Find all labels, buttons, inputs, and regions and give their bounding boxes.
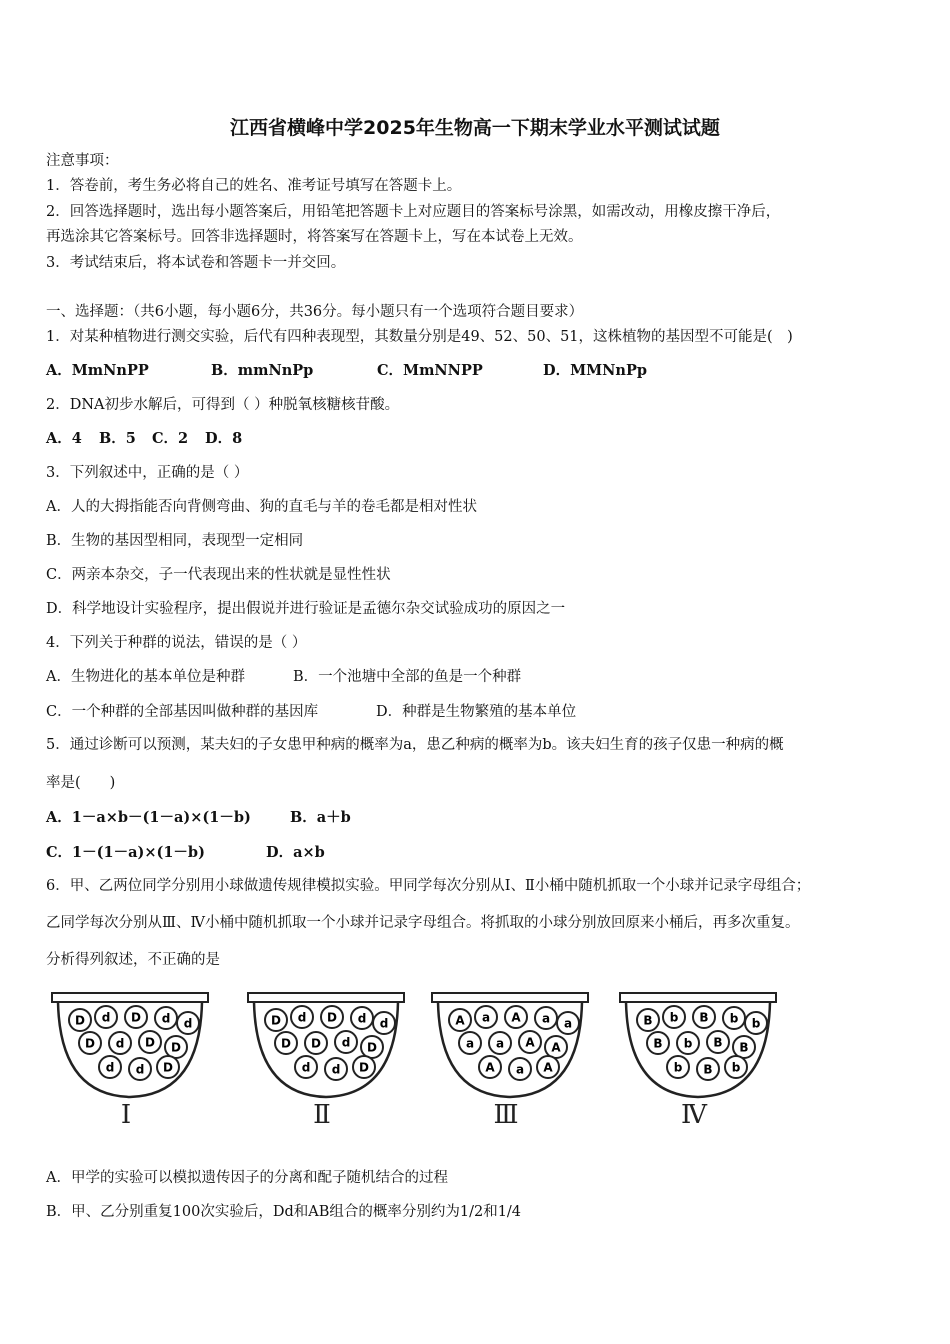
question-4-stem: 4．下列关于种群的说法，错误的是（ ）: [46, 635, 307, 651]
ball: [95, 1006, 117, 1028]
bucket-label: Ⅰ: [120, 1100, 132, 1130]
ball: [305, 1032, 327, 1054]
bucket-label: Ⅳ: [681, 1100, 707, 1130]
bucket-2: [244, 985, 414, 1134]
option-d: D．a×b: [266, 844, 325, 861]
ball-label: d: [357, 1011, 367, 1026]
ball-label: B: [713, 1035, 723, 1050]
ball-label: b: [673, 1060, 683, 1075]
option-c: C．1－(1－a)×(1－b): [46, 844, 205, 861]
question-2-options: [46, 429, 242, 449]
option-a: A．生物进化的基本单位是种群: [46, 669, 245, 685]
ball: [373, 1012, 395, 1034]
ball-label: A: [455, 1013, 465, 1028]
ball: [707, 1031, 729, 1053]
bucket-rim: [52, 993, 208, 1002]
ball-label: d: [379, 1016, 389, 1031]
question-6-stem-cont: 乙同学每次分别从Ⅲ、Ⅳ小桶中随机抓取一个小球并记录字母组合。将抓取的小球分别放回原来小桶后，再多次重复。: [46, 915, 800, 931]
ball: [537, 1056, 559, 1078]
bucket-figure: [48, 985, 788, 1130]
ball-label: D: [75, 1013, 85, 1028]
question-4-options-ab: [46, 667, 521, 687]
ball-label: a: [541, 1011, 551, 1026]
ball: [351, 1007, 373, 1029]
ball-label: B: [653, 1036, 663, 1051]
question-5-stem: 5．通过诊断可以预测，某夫妇的子女患甲种病的概率为a，患乙种病的概率为b。该夫妇生育的孩子仅患一种病的概: [46, 737, 784, 753]
question-6-stem: 6．甲、乙两位同学分别用小球做遗传规律模拟实验。甲同学每次分别从Ⅰ、Ⅱ小桶中随机抓取一个小球并记录字母组合；: [46, 878, 811, 894]
ball-label: D: [281, 1036, 291, 1051]
ball-label: D: [327, 1010, 337, 1025]
ball: [557, 1012, 579, 1034]
ball-label: A: [511, 1010, 521, 1025]
ball: [725, 1056, 747, 1078]
ball: [667, 1056, 689, 1078]
question-3-stem: 3．下列叙述中，正确的是（ ）: [46, 465, 249, 481]
option-b: B．5: [99, 430, 136, 447]
option-b: B．a＋b: [290, 809, 351, 826]
ball-label: B: [703, 1062, 713, 1077]
ball: [265, 1009, 287, 1031]
ball: [291, 1006, 313, 1028]
bucket-1: [48, 985, 218, 1134]
ball-label: d: [161, 1011, 171, 1026]
ball-label: D: [163, 1060, 173, 1075]
option-b: B．一个池塘中全部的鱼是一个种群: [293, 669, 522, 685]
notice-item: 3．考试结束后，将本试卷和答题卡一并交回。: [46, 255, 346, 271]
bucket-3: [428, 985, 598, 1134]
ball-label: A: [551, 1040, 561, 1055]
option-a: A．4: [46, 430, 82, 447]
question-1-options: [46, 361, 647, 381]
ball-label: B: [739, 1040, 749, 1055]
ball-label: b: [751, 1016, 761, 1031]
ball: [99, 1056, 121, 1078]
ball: [157, 1056, 179, 1078]
option-a: A．甲学的实验可以模拟遗传因子的分离和配子随机结合的过程: [46, 1170, 448, 1186]
section-heading: 一、选择题：（共6小题，每小题6分，共36分。每小题只有一个选项符合题目要求）: [46, 304, 584, 320]
ball: [545, 1036, 567, 1058]
ball-label: B: [643, 1013, 653, 1028]
ball: [155, 1007, 177, 1029]
question-5-options-ab: [46, 808, 351, 828]
ball: [459, 1032, 481, 1054]
ball-label: d: [101, 1010, 111, 1025]
ball: [325, 1058, 347, 1080]
ball: [177, 1012, 199, 1034]
ball-label: d: [331, 1062, 341, 1077]
ball: [79, 1032, 101, 1054]
option-d: D．8: [205, 430, 243, 447]
ball-label: A: [543, 1060, 553, 1075]
ball-label: D: [85, 1036, 95, 1051]
ball-label: a: [465, 1036, 475, 1051]
question-6-stem-cont: 分析得列叙述，不正确的是: [46, 952, 220, 968]
ball-label: D: [359, 1060, 369, 1075]
ball-label: d: [183, 1016, 193, 1031]
option-c: C．MmNNPP: [377, 362, 483, 379]
ball: [361, 1036, 383, 1058]
ball-label: a: [495, 1036, 505, 1051]
ball-label: D: [145, 1035, 155, 1050]
option-b: B．mmNnPp: [211, 362, 314, 379]
ball: [139, 1031, 161, 1053]
ball: [745, 1012, 767, 1034]
option-c: C．两亲本杂交，子一代表现出来的性状就是显性性状: [46, 567, 391, 583]
option-a: A．MmNnPP: [46, 362, 149, 379]
ball: [321, 1006, 343, 1028]
ball-label: d: [135, 1062, 145, 1077]
ball-label: d: [115, 1036, 125, 1051]
ball: [535, 1007, 557, 1029]
ball-label: b: [683, 1036, 693, 1051]
bucket-label: Ⅱ: [313, 1100, 331, 1130]
ball: [295, 1056, 317, 1078]
ball-label: D: [271, 1013, 281, 1028]
ball-label: D: [311, 1036, 321, 1051]
ball: [489, 1032, 511, 1054]
ball-label: d: [297, 1010, 307, 1025]
ball: [677, 1032, 699, 1054]
bucket-label: Ⅲ: [493, 1100, 519, 1130]
ball: [165, 1036, 187, 1058]
bucket-rim: [248, 993, 404, 1002]
option-b: B．生物的基因型相同，表现型一定相同: [46, 533, 304, 549]
ball: [519, 1031, 541, 1053]
ball-label: D: [131, 1010, 141, 1025]
notice-heading: 注意事项：: [46, 153, 119, 169]
ball-label: A: [525, 1035, 535, 1050]
page-title: 江西省横峰中学2025年生物高一下期末学业水平测试试题: [230, 117, 720, 139]
question-1-stem: 1．对某种植物进行测交实验，后代有四种表现型，其数量分别是49、52、50、51，这株植物的基因型不可能是( ): [46, 329, 793, 345]
ball: [449, 1009, 471, 1031]
ball: [275, 1032, 297, 1054]
ball-label: D: [367, 1040, 377, 1055]
ball: [509, 1058, 531, 1080]
ball-label: d: [301, 1060, 311, 1075]
bucket-rim: [620, 993, 776, 1002]
ball-label: a: [563, 1016, 573, 1031]
bucket-rim: [432, 993, 588, 1002]
ball: [637, 1009, 659, 1031]
ball: [475, 1006, 497, 1028]
question-2-stem: 2．DNA初步水解后，可得到（ ）种脱氧核糖核苷酸。: [46, 397, 400, 413]
ball-label: B: [699, 1010, 709, 1025]
ball-label: d: [341, 1035, 351, 1050]
question-4-options-cd: [46, 702, 576, 722]
option-a: A．1－a×b－(1－a)×(1－b): [46, 809, 251, 826]
ball-label: a: [481, 1010, 491, 1025]
option-c: C．一个种群的全部基因叫做种群的基因库: [46, 704, 319, 720]
ball: [505, 1006, 527, 1028]
ball: [697, 1058, 719, 1080]
ball: [723, 1007, 745, 1029]
ball: [663, 1006, 685, 1028]
ball: [69, 1009, 91, 1031]
option-d: D．科学地设计实验程序，提出假说并进行验证是孟德尔杂交试验成功的原因之一: [46, 601, 566, 617]
ball: [129, 1058, 151, 1080]
question-5-stem-cont: 率是( ): [46, 775, 116, 791]
ball: [125, 1006, 147, 1028]
option-c: C．2: [152, 430, 189, 447]
ball: [335, 1031, 357, 1053]
bucket-4: [616, 985, 786, 1134]
ball-label: A: [485, 1060, 495, 1075]
ball-label: b: [731, 1060, 741, 1075]
option-b: B．甲、乙分别重复100次实验后，Dd和AB组合的概率分别约为1/2和1/4: [46, 1204, 522, 1220]
ball-label: b: [729, 1011, 739, 1026]
option-d: D．MMNnPp: [543, 362, 648, 379]
ball: [109, 1032, 131, 1054]
ball-label: d: [105, 1060, 115, 1075]
ball: [647, 1032, 669, 1054]
ball-label: b: [669, 1010, 679, 1025]
ball-label: a: [515, 1062, 525, 1077]
ball-label: D: [171, 1040, 181, 1055]
ball: [693, 1006, 715, 1028]
notice-item: 2．回答选择题时，选出每小题答案后，用铅笔把答题卡上对应题目的答案标号涂黑，如需改动，用橡皮擦干净后，: [46, 204, 781, 220]
question-5-options-cd: [46, 843, 325, 863]
option-a: A．人的大拇指能否向背侧弯曲、狗的直毛与羊的卷毛都是相对性状: [46, 499, 477, 515]
option-d: D．种群是生物繁殖的基本单位: [376, 704, 577, 720]
notice-item: 再选涂其它答案标号。回答非选择题时，将答案写在答题卡上，写在本试卷上无效。: [46, 229, 583, 245]
ball: [479, 1056, 501, 1078]
notice-item: 1．答卷前，考生务必将自己的姓名、准考证号填写在答题卡上。: [46, 178, 462, 194]
ball: [353, 1056, 375, 1078]
ball: [733, 1036, 755, 1058]
